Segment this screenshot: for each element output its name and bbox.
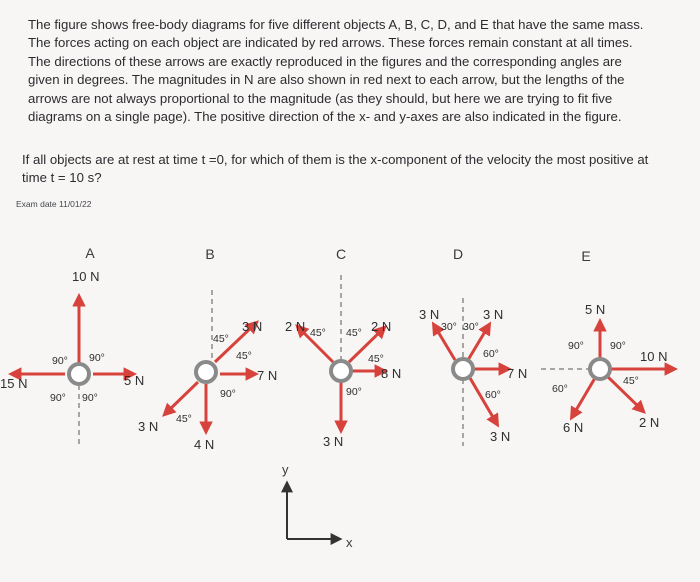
diagram-a-angle-2: 90° xyxy=(89,352,105,364)
diagram-a-force-15n: 15 N xyxy=(0,376,28,391)
exam-date: Exam date 11/01/22 xyxy=(16,199,92,209)
diagram-b-force-4n: 4 N xyxy=(194,437,215,452)
diagram-a xyxy=(0,245,144,445)
diagram-a-angle-4: 90° xyxy=(82,392,98,404)
diagram-e-force-10n: 10 N xyxy=(640,349,668,364)
diagram-e-object xyxy=(590,359,610,379)
diagram-c-force-3n: 3 N xyxy=(323,434,344,449)
diagram-c-angle-2: 45° xyxy=(346,327,362,339)
diagram-c-force-2n-right: 2 N xyxy=(371,319,392,334)
diagram-b-force-3n-bottom: 3 N xyxy=(138,419,159,434)
diagram-d-angle-3: 60° xyxy=(483,348,499,360)
diagram-a-force-10n: 10 N xyxy=(72,269,100,284)
diagram-a-angle-3: 90° xyxy=(50,392,66,404)
diagram-b-object xyxy=(196,362,216,382)
diagram-b-angle-2: 45° xyxy=(236,350,252,362)
diagram-d-force-down-right-arrow xyxy=(470,378,497,424)
diagram-e-angle-4: 60° xyxy=(552,383,568,395)
diagram-c-force-2n-left: 2 N xyxy=(285,319,306,334)
diagram-d-force-7n: 7 N xyxy=(507,366,528,381)
diagram-c xyxy=(285,246,401,449)
diagram-e xyxy=(541,248,674,435)
problem-question-text: If all objects are at rest at time t =0, for which of them is the x-component of the velocity the most positive at time t = 10 s? xyxy=(22,152,649,186)
diagram-c-label: C xyxy=(335,246,347,262)
diagram-e-label: E xyxy=(581,248,591,264)
diagram-c-object xyxy=(331,361,351,381)
diagram-b-angle-1: 45° xyxy=(213,333,229,345)
diagram-d-force-3n-bottom: 3 N xyxy=(490,429,511,444)
problem-intro-text: The figure shows free-body diagrams for five different objects A, B, C, D, and E that have the same mass. The forces acting on each object are indicated by red arrows. These forces remain constant at all times. The directions of these arrows are exactly reproduced in the figures and the corresponding angles are given in degrees. The magnitudes in N are also shown in red next to each arrow, but the lengths of the arrows are not always proportional to the magnitude (as they should, but here we are trying to fit five diagrams on a single page). The positive direction of the x- and y-axes are also indicated in the figure. xyxy=(28,17,644,125)
diagram-e-angle-3: 45° xyxy=(623,375,639,387)
diagram-b-force-down-left-arrow xyxy=(165,382,198,414)
diagram-e-force-down-left-arrow xyxy=(572,378,595,417)
diagram-d-angle-4: 60° xyxy=(485,389,501,401)
diagram-d-object xyxy=(453,359,473,379)
diagram-b-force-3n-top: 3 N xyxy=(242,319,263,334)
diagram-d-angle-1: 30° xyxy=(441,321,457,333)
diagram-d xyxy=(419,246,527,446)
diagram-a-label: A xyxy=(85,245,95,261)
diagram-b-angle-4: 45° xyxy=(176,413,192,425)
diagram-e-force-5n: 5 N xyxy=(585,302,606,317)
coordinate-axes xyxy=(282,462,353,550)
diagram-e-angle-1: 90° xyxy=(568,340,584,352)
diagram-c-angle-1: 45° xyxy=(310,327,326,339)
diagram-a-force-5n: 5 N xyxy=(124,373,145,388)
diagram-e-force-2n: 2 N xyxy=(639,415,660,430)
diagram-b-label: B xyxy=(205,246,215,262)
diagram-b-angle-3: 90° xyxy=(220,388,236,400)
diagram-d-force-3n-left: 3 N xyxy=(419,307,440,322)
diagram-c-force-8n: 8 N xyxy=(381,366,402,381)
diagram-c-angle-4: 90° xyxy=(346,386,362,398)
diagram-d-label: D xyxy=(452,246,464,262)
diagram-a-angle-1: 90° xyxy=(52,355,68,367)
diagram-e-force-6n: 6 N xyxy=(563,420,584,435)
diagram-e-angle-2: 90° xyxy=(610,340,626,352)
y-axis-label: y xyxy=(282,462,289,477)
diagram-b-force-7n: 7 N xyxy=(257,368,278,383)
diagram-d-force-3n-right: 3 N xyxy=(483,307,504,322)
x-axis-label: x xyxy=(346,535,353,550)
diagram-a-object xyxy=(69,364,89,384)
diagram-c-angle-3: 45° xyxy=(368,353,384,365)
diagram-b xyxy=(138,246,277,452)
diagram-d-angle-2: 30° xyxy=(463,321,479,333)
